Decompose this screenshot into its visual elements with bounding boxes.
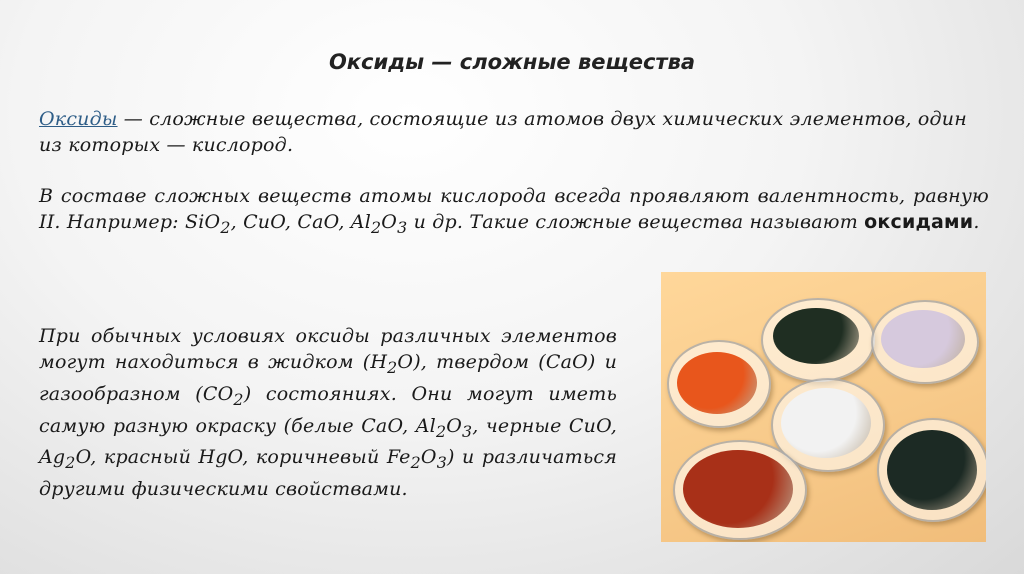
valence-paragraph: В составе сложных веществ атомы кислорода всегда проявляют валентность, равную II. Например: SiO$_2$, CuO, CaO, $Al_2O_3$ и др. Такие сложные вещества называют оксидами. bbox=[39, 185, 989, 237]
definition-end: . bbox=[286, 134, 294, 156]
valence-text-2: и др. Такие сложные вещества называют bbox=[407, 211, 865, 233]
keyword-oxygen: кислород bbox=[191, 134, 287, 156]
formula-list: , CuO, CaO, $Al_2O_3$ bbox=[230, 211, 408, 237]
term-oxides-link[interactable]: Оксиды bbox=[39, 108, 118, 130]
bold-oxides: оксидами bbox=[864, 211, 974, 233]
dark-green-powder bbox=[773, 308, 859, 364]
slide-title: Оксиды — сложные вещества bbox=[328, 50, 696, 74]
white-powder bbox=[781, 388, 871, 458]
oxide-powders-photo bbox=[661, 272, 986, 542]
lilac-powder bbox=[881, 310, 965, 368]
oxide-definition bbox=[39, 106, 989, 158]
properties-paragraph: При обычных условиях оксиды различных элементов могут находиться в жидком $(H_2O)$, твердом (CaO) и газообразном $(CO_2)$ состояниях. Они могут иметь самую разную окраску (белые CaO, $Al_2O_3$, черные CuO, $Ag_2O$, красный HgO, коричневый $Fe_2O_3$) и различаться другими физическими свойствами. bbox=[39, 325, 618, 501]
orange-powder bbox=[677, 352, 757, 414]
formula-sio2: SiO$_2$ bbox=[185, 211, 231, 237]
valence-text: В составе сложных веществ атомы кислорода всегда проявляют валентность, равную II. Например: bbox=[39, 185, 989, 233]
definition-text: — сложные вещества, состоящие из атомов двух химических элементов, один из которых — bbox=[39, 108, 967, 156]
red-brown-powder bbox=[683, 450, 793, 528]
black-green-powder bbox=[887, 430, 977, 510]
